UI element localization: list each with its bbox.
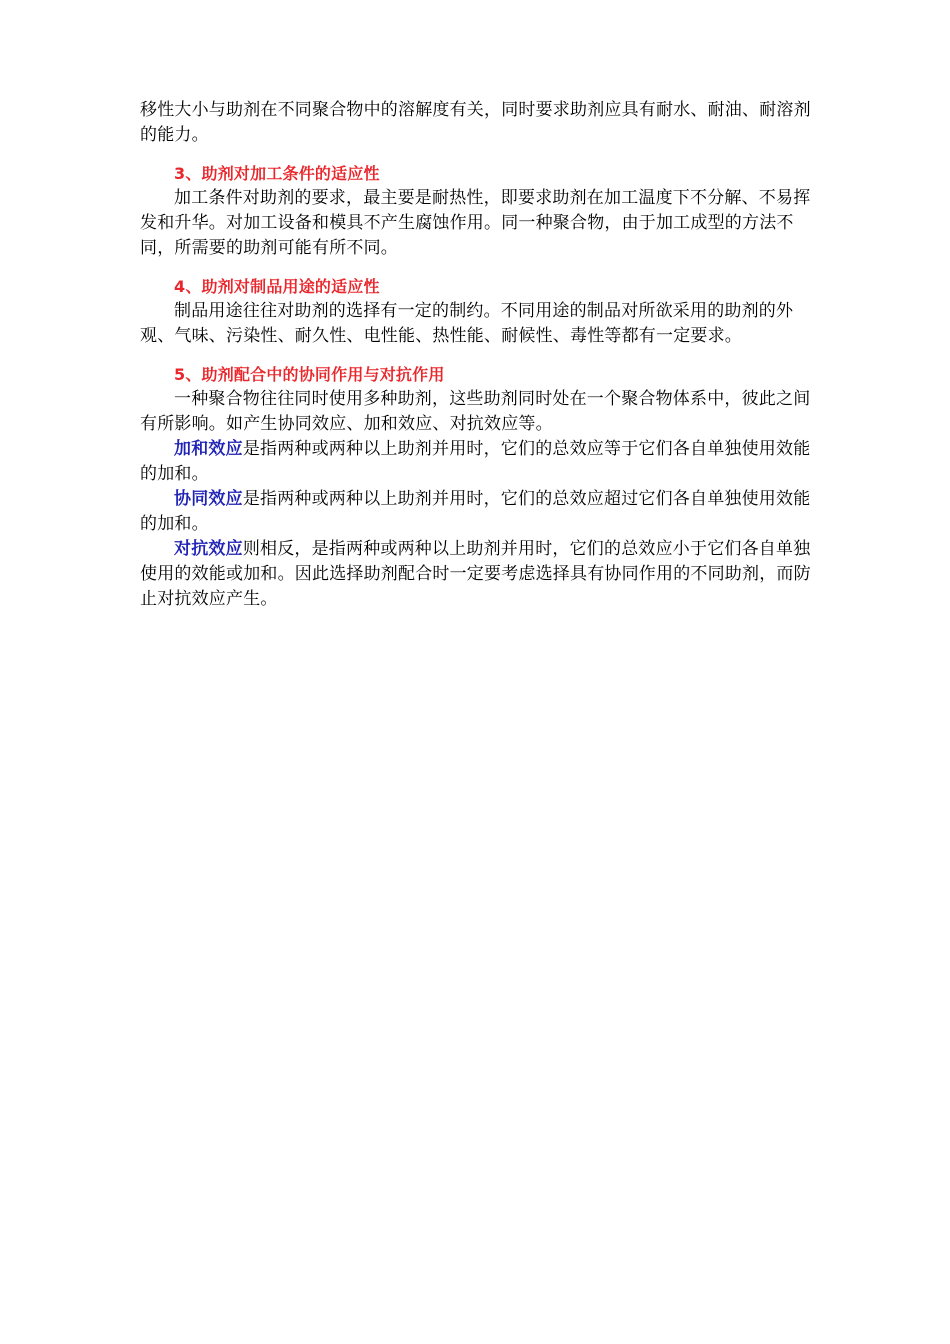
intro-paragraph: 移性大小与助剂在不同聚合物中的溶解度有关，同时要求助剂应具有耐水、耐油、耐溶剂的能力。 xyxy=(140,100,811,145)
document-body xyxy=(140,98,812,612)
definition-antagonistic-effect xyxy=(140,537,812,612)
section-4-heading: 4、助剂对制品用途的适应性 xyxy=(174,277,380,296)
definition-text: 则相反，是指两种或两种以上助剂并用时，它们的总效应小于它们各自单独使用的效能或加和。因此选择助剂配合时一定要考虑选择具有协同作用的不同助剂，而防止对抗效应产生。 xyxy=(140,539,811,609)
section-4-body: 制品用途往往对助剂的选择有一定的制约。不同用途的制品对所欲采用的助剂的外观、气味、污染性、耐久性、电性能、热性能、耐候性、毒性等都有一定要求。 xyxy=(140,301,794,346)
definition-text: 是指两种或两种以上助剂并用时，它们的总效应等于它们各自单独使用效能的加和。 xyxy=(140,439,811,484)
definition-synergistic-effect xyxy=(140,487,812,537)
section-3-body: 加工条件对助剂的要求，最主要是耐热性，即要求助剂在加工温度下不分解、不易挥发和升华。对加工设备和模具不产生腐蚀作用。同一种聚合物，由于加工成型的方法不同，所需要的助剂可能有所不同。 xyxy=(140,188,811,258)
section-3-heading: 3、助剂对加工条件的适应性 xyxy=(174,164,380,183)
definition-term: 对抗效应 xyxy=(174,539,243,559)
definition-term: 加和效应 xyxy=(174,439,243,459)
section-5-heading: 5、助剂配合中的协同作用与对抗作用 xyxy=(174,365,445,384)
section-5-body: 一种聚合物往往同时使用多种助剂，这些助剂同时处在一个聚合物体系中，彼此之间有所影响。如产生协同效应、加和效应、对抗效应等。 xyxy=(140,389,811,434)
definition-term: 协同效应 xyxy=(174,489,243,509)
definition-text: 是指两种或两种以上助剂并用时，它们的总效应超过它们各自单独使用效能的加和。 xyxy=(140,489,811,534)
definition-additive-effect xyxy=(140,437,812,487)
